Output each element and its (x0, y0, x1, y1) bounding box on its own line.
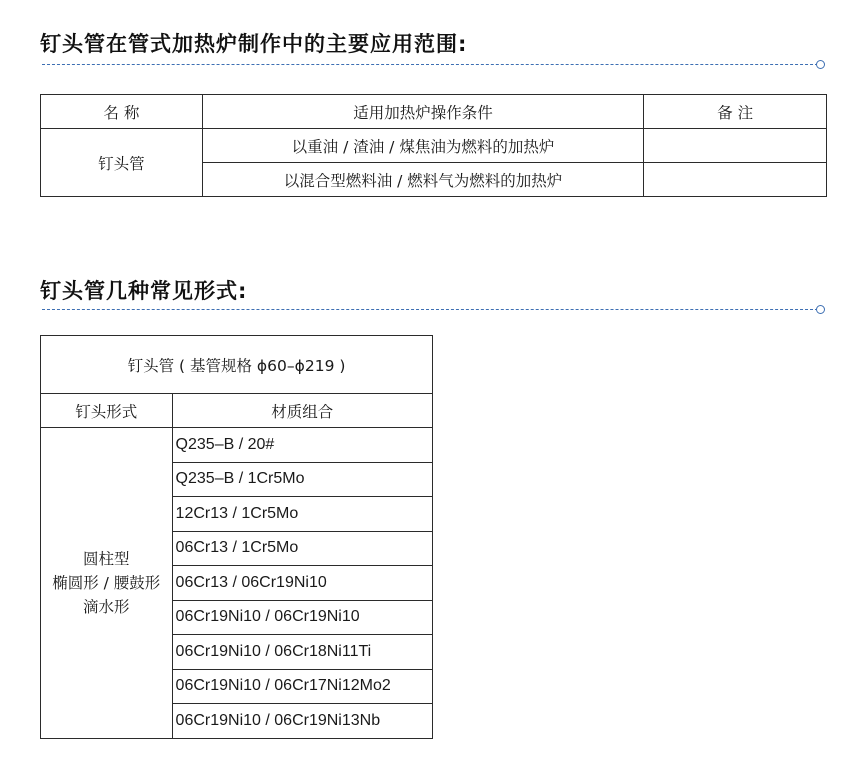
material-cell: 06Cr19Ni10 / 06Cr18Ni11Ti (172, 635, 432, 670)
material-cell: 06Cr13 / 1Cr5Mo (172, 531, 432, 566)
material-cell: 06Cr13 / 06Cr19Ni10 (172, 566, 432, 601)
shape-cell (41, 428, 173, 739)
divider-end-circle-icon (816, 60, 825, 69)
condition-cell: 以重油 / 渣油 / 煤焦油为燃料的加热炉 (202, 129, 643, 163)
section-title-application: 钉头管在管式加热炉制作中的主要应用范围: (40, 32, 468, 56)
shape-ellipse-drum: 椭圆形 / 腰鼓形 (52, 573, 161, 592)
material-cell: Q235–B / 20# (172, 428, 432, 463)
material-cell: 06Cr19Ni10 / 06Cr19Ni10 (172, 600, 432, 635)
note-cell (644, 129, 827, 163)
material-cell: 12Cr13 / 1Cr5Mo (172, 497, 432, 532)
header-name: 名 称 (41, 95, 203, 129)
table-header-row (41, 95, 827, 129)
header-material: 材质组合 (172, 394, 432, 428)
material-cell: 06Cr19Ni10 / 06Cr19Ni13Nb (172, 704, 432, 739)
table-header-row (41, 394, 433, 428)
table-row (41, 129, 827, 163)
row-name-cell: 钉头管 (41, 129, 203, 197)
header-condition: 适用加热炉操作条件 (202, 95, 643, 129)
section-title-forms: 钉头管几种常见形式: (40, 279, 248, 303)
material-cell: Q235–B / 1Cr5Mo (172, 462, 432, 497)
header-shape: 钉头形式 (41, 394, 173, 428)
material-cell: 06Cr19Ni10 / 06Cr17Ni12Mo2 (172, 669, 432, 704)
divider-end-circle-icon (816, 305, 825, 314)
section-divider (42, 309, 818, 310)
forms-table (40, 335, 433, 739)
table-row (41, 428, 433, 463)
application-table (40, 94, 827, 197)
shape-teardrop: 滴水形 (83, 597, 130, 616)
header-note: 备 注 (644, 95, 827, 129)
shape-cylinder: 圆柱型 (83, 549, 130, 568)
section-divider (42, 64, 818, 65)
condition-cell: 以混合型燃料油 / 燃料气为燃料的加热炉 (202, 163, 643, 197)
table-title-row (41, 336, 433, 394)
table-title: 钉头管 ( 基管规格 ϕ60–ϕ219 ) (41, 336, 433, 394)
note-cell (644, 163, 827, 197)
